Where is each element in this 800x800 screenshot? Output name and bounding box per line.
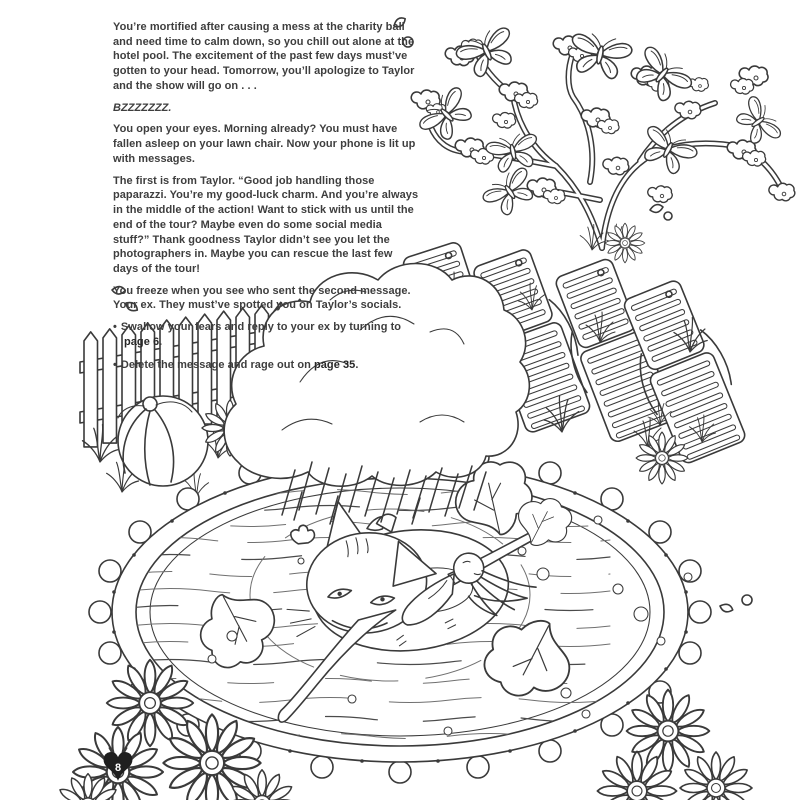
butterfly-icon xyxy=(485,131,542,175)
butterfly-icon xyxy=(627,43,695,109)
blossom-tree xyxy=(411,24,795,250)
choice-list xyxy=(113,320,419,372)
story-paragraph-4: You freeze when you see who sent the second message. Your ex. They must’ve spotted you on Taylor’s socials. xyxy=(113,284,411,312)
bullet-icon: • xyxy=(113,358,117,371)
choice-text: Delete the message and rage out on xyxy=(120,358,314,371)
story-paragraph-2: You open your eyes. Morning already? You must have fallen asleep on your lawn chair. Now your phone is lit up with messages. xyxy=(113,123,416,165)
beach-ball xyxy=(118,396,208,486)
butterfly-icon xyxy=(480,164,541,221)
choice-suffix: . xyxy=(159,335,163,348)
bullet-icon: • xyxy=(113,321,117,334)
story-paragraph-1: You’re mortified after causing a mess at the charity ball and need time to calm down, so you chill out alone at the hotel pool. The excitement of the past few days must’ve gotten to your head. Tomorrow, you’ll apologize to Taylor and the show will go on . . . xyxy=(113,21,415,92)
story-paragraph-3: The first is from Taylor. “Good job handling those paparazzi. You’re my good-luck charm. And you’re always in the middle of the action! Want to stick with us until the end of the tour? Maybe even do some social media stuff?” Thank goodness Taylor didn’t see you let the photographers in. Maybe you can rescue the last few days of the tour! xyxy=(113,174,419,276)
choice-delete-message xyxy=(113,358,419,373)
choice-page-ref: page 6 xyxy=(124,335,160,348)
story-text xyxy=(113,20,419,380)
choice-suffix: . xyxy=(355,358,359,371)
pool xyxy=(89,441,711,783)
buzz-text: BZZZZZZZ. xyxy=(113,101,172,114)
page-number: 8 xyxy=(114,761,122,774)
choice-reply-to-ex xyxy=(113,320,419,349)
daisy-near-chairs xyxy=(605,223,645,263)
choice-page-ref: page 35 xyxy=(314,358,356,371)
choice-text: Swallow your fears and reply to your ex by turning to xyxy=(120,321,402,334)
